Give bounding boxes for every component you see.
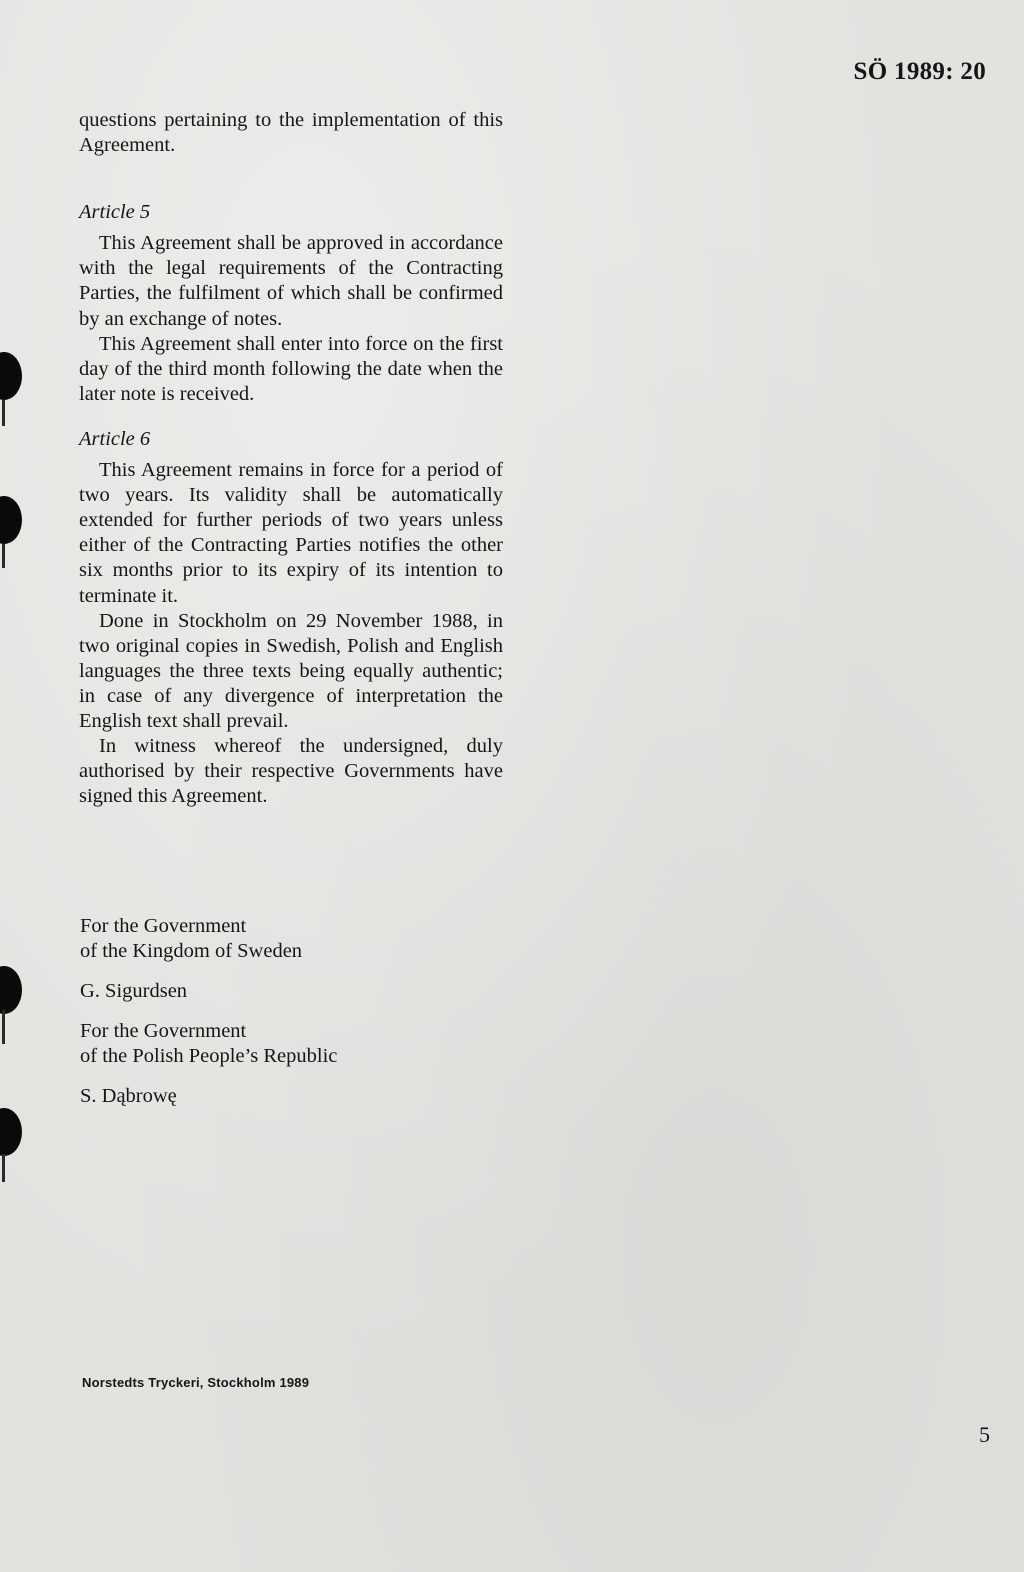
done-in-paragraph: Done in Stockholm on 29 November 1988, in two original copies in Swedish, Polish and English languages the three texts being equally authentic; in case of any divergence of interpretation the English text shall prevail. — [79, 609, 503, 732]
article-5-paragraph: This Agreement shall enter into force on the first day of the third month following the date when the later note is received. — [79, 332, 503, 405]
poland-government-line: of the Polish People’s Republic — [80, 1045, 338, 1068]
punch-hole — [0, 1108, 22, 1156]
continuation-paragraph: questions pertaining to the implementation of this Agreement. — [79, 109, 503, 157]
punch-hole — [0, 352, 22, 400]
article-6-heading: Article 6 — [79, 427, 151, 450]
article-6-paragraph: This Agreement remains in force for a period of two years. Its validity shall be automatically extended for further periods of two years unless either of the Contracting Parties notifies the other six months prior to its expiry of its intention to terminate it. — [79, 459, 503, 607]
body-text-column — [79, 108, 503, 809]
witness-paragraph: In witness whereof the undersigned, duly authorised by their respective Governments have signed this Agreement. — [79, 735, 503, 808]
edge-mark — [2, 544, 5, 568]
edge-mark — [2, 400, 5, 426]
sweden-signatory: G. Sigurdsen — [80, 980, 188, 1003]
article-5-paragraph: This Agreement shall be approved in accordance with the legal requirements of the Contracting Parties, the fulfilment of which shall be confirmed by an exchange of notes. — [79, 232, 503, 330]
punch-hole — [0, 496, 22, 544]
page-number: 5 — [979, 1422, 990, 1447]
sweden-government-line: For the Government — [80, 915, 247, 937]
signature-block — [80, 914, 520, 1110]
punch-hole — [0, 966, 22, 1014]
poland-government-line: For the Government — [80, 1020, 247, 1043]
edge-mark — [2, 1010, 5, 1044]
document-id: SÖ 1989: 20 — [853, 58, 986, 85]
poland-signatory: S. Dąbrowę — [80, 1085, 177, 1108]
sweden-government-line: of the Kingdom of Sweden — [80, 940, 303, 963]
edge-mark — [2, 1154, 5, 1182]
article-5-heading: Article 5 — [79, 201, 151, 224]
printer-imprint: Norstedts Tryckeri, Stockholm 1989 — [82, 1375, 310, 1390]
